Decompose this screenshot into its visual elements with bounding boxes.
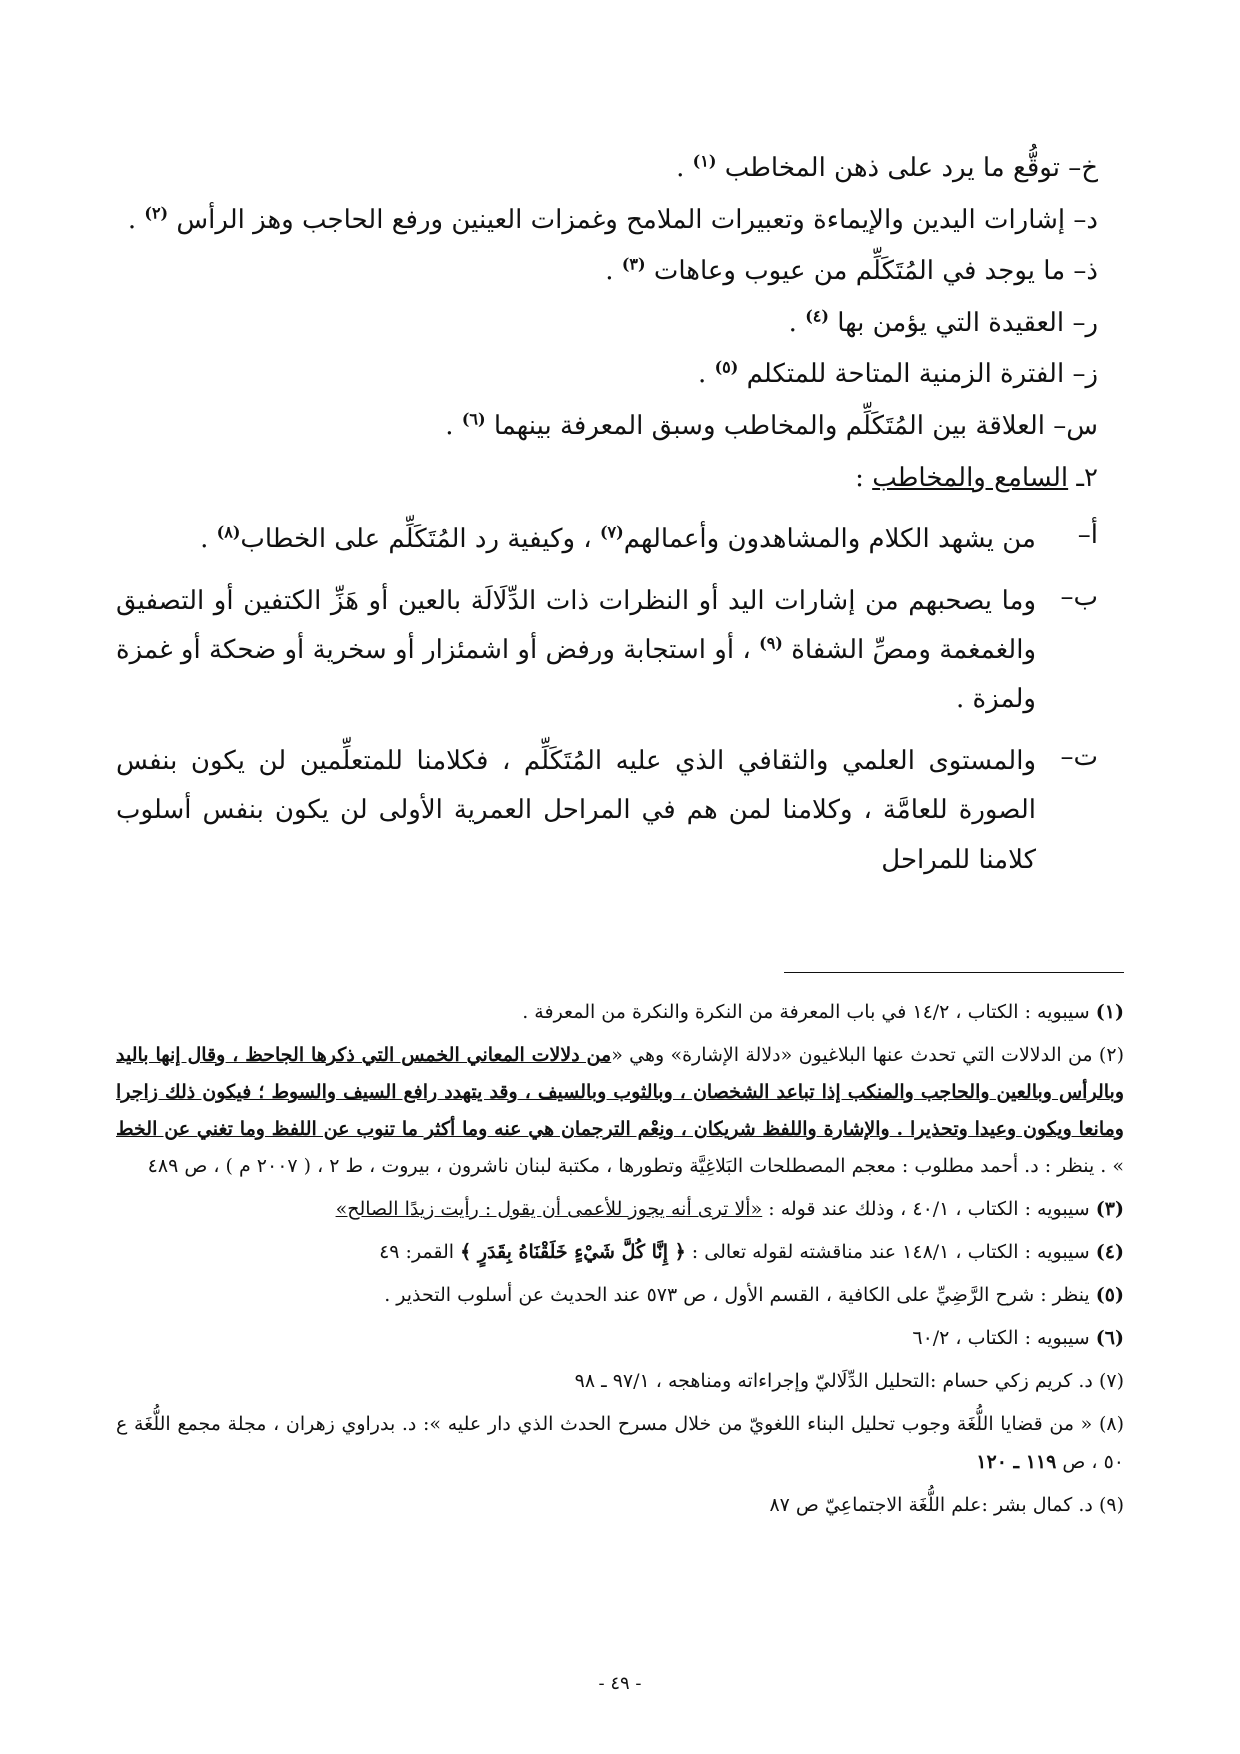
footnote-ref[interactable]: (٣) bbox=[621, 254, 646, 274]
list-item bbox=[116, 354, 1098, 396]
item-text: توقُّع ما يرد على ذهن المخاطب bbox=[724, 153, 1060, 183]
footnote bbox=[116, 1487, 1124, 1524]
footnote bbox=[116, 1277, 1124, 1314]
footnote bbox=[116, 1320, 1124, 1357]
footnote-text: سيبويه : الكتاب ، ١٤/٢ في باب المعرفة من النكرة والنكرة من المعرفة . bbox=[522, 1001, 1090, 1023]
footnote-number: (٢) bbox=[1098, 1044, 1124, 1067]
section-colon: : bbox=[855, 462, 864, 493]
footnote-number: (٦) bbox=[1095, 1327, 1124, 1350]
page-number: - ٤٩ - bbox=[598, 1673, 642, 1694]
footnote bbox=[116, 1363, 1124, 1400]
footnote-pages: ١١٩ ـ ١٢٠ bbox=[976, 1450, 1057, 1473]
footnote-quote: من دلالات المعاني الخمس التي ذكرها الجاحظ ، وقال إنها باليد وبالرأس وبالعين والحاجب والمنكب إذا تباعد الشخصان ، وبالثوب وبالسيف ، وقد يتهدد رافع السيف والسوط ؛ فيكون ذلك زاجرا ومانعا ويكون وعيدا وتحذيرا . والإشارة واللفظ شريكان ، ونِعْم الترجمان هي عنه وما أكثر ما تنوب عن اللفظ وما تغني عن الخط bbox=[116, 1044, 1124, 1141]
list-item bbox=[116, 406, 1098, 448]
main-text bbox=[116, 148, 1098, 897]
footnote bbox=[116, 994, 1124, 1031]
item-end: . bbox=[605, 256, 614, 287]
footnote-number: (٤) bbox=[1095, 1241, 1124, 1264]
item-text bbox=[116, 515, 1036, 564]
item-marker: ز– bbox=[1072, 359, 1098, 390]
item-marker: ر– bbox=[1072, 307, 1098, 338]
item-text: الفترة الزمنية المتاحة للمتكلم bbox=[746, 359, 1065, 390]
footnote-text: من الدلالات التي تحدث عنها البلاغيون «دلالة الإشارة» وهي « bbox=[611, 1044, 1093, 1067]
item-text: العقيدة التي يؤمن بها bbox=[837, 307, 1065, 338]
list-item bbox=[116, 200, 1098, 242]
footnote-ref[interactable]: (١) bbox=[692, 151, 717, 171]
footnote-text: القمر: ٤٩ bbox=[379, 1241, 455, 1264]
footnote-number: (٧) bbox=[1098, 1370, 1124, 1393]
footnote bbox=[116, 1406, 1124, 1480]
item-end: . bbox=[698, 359, 707, 390]
footnote-text: د. كريم زكي حسام :التحليل الدِّلَاليّ وإجراءاته ومناهجه ، ٩٧/١ ـ ٩٨ bbox=[574, 1370, 1093, 1393]
footnote bbox=[116, 1234, 1124, 1271]
footnote-quote: «ألا ترى أنه يجوز للأعمى أن يقول : رأيت زيدًا الصالح» bbox=[335, 1198, 763, 1221]
footnote-number: (٨) bbox=[1098, 1413, 1124, 1436]
footnote-text: ينظر : شرح الرَّضِيِّ على الكافية ، القسم الأول ، ص ٥٧٣ عند الحديث عن أسلوب التحذير . bbox=[384, 1284, 1090, 1307]
footnote-ref[interactable]: (٨) bbox=[216, 522, 241, 542]
list-item bbox=[116, 577, 1098, 725]
item-marker: د– bbox=[1073, 204, 1098, 235]
footnote-number: (١) bbox=[1095, 1001, 1124, 1023]
footnote-text: » . ينظر : د. أحمد مطلوب : معجم المصطلحات البَلاغِيَّة وتطورها ، مكتبة لبنان ناشرون ، بيروت ، ط ٢ ، ( ٢٠٠٧ م ) ، ص ٤٨٩ bbox=[147, 1155, 1124, 1178]
item-text: ما يوجد في المُتَكَلِّم من عيوب وعاهات bbox=[653, 256, 1066, 287]
item-text: العلاقة بين المُتَكَلِّم والمخاطب وسبق المعرفة بينهما bbox=[493, 410, 1045, 441]
item-text: والمستوى العلمي والثقافي الذي عليه المُتَكَلِّم ، فكلامنا للمتعلِّمين لن يكون بنفس الصورة للعامَّة ، وكلامنا لمن هم في المراحل العمرية الأولى لن يكون بنفس أسلوب كلامنا للمراحل bbox=[116, 745, 1036, 875]
item-text-part: وما يصحبهم من إشارات اليد أو النظرات ذات الدِّلَالَة بالعين أو هَزِّ الكتفين أو التصفيق والغمغمة ومصِّ الشفاة bbox=[116, 585, 1037, 665]
footnotes bbox=[116, 994, 1124, 1530]
footnote-text: سيبويه : الكتاب ، ٦٠/٢ bbox=[912, 1327, 1090, 1350]
footnote-ref[interactable]: (٢) bbox=[144, 202, 169, 222]
item-end: . bbox=[127, 204, 137, 235]
item-end: . bbox=[445, 410, 454, 441]
list-item bbox=[116, 148, 1098, 190]
footnote-text: سيبويه : الكتاب ، ١٤٨/١ عند مناقشته لقوله تعالى : bbox=[691, 1241, 1090, 1264]
footnote-number: (٥) bbox=[1095, 1284, 1124, 1307]
footnote-ref[interactable]: (٩) bbox=[759, 633, 783, 653]
footnote-separator bbox=[784, 972, 1124, 973]
list-item bbox=[116, 515, 1098, 564]
item-marker: خ– bbox=[1068, 153, 1098, 183]
item-marker: ب– bbox=[1060, 581, 1098, 612]
footnote-ref[interactable]: (٧) bbox=[599, 522, 624, 542]
list-item bbox=[116, 303, 1098, 345]
quran-verse: ﴿ إِنَّا كُلَّ شَيْءٍ خَلَقْنَاهُ بِقَدَرٍ ﴾ bbox=[460, 1241, 686, 1264]
footnote bbox=[116, 1037, 1124, 1185]
section-number: ٢ـ bbox=[1076, 462, 1098, 493]
item-end: . bbox=[676, 153, 685, 183]
section-title: السامع والمخاطب bbox=[872, 462, 1069, 493]
item-marker: س– bbox=[1053, 410, 1098, 441]
item-text-part: ، أو استجابة ورفض أو اشمئزار أو سخرية أو ضحكة أو غمزة ولمزة . bbox=[116, 634, 1036, 715]
footnote bbox=[116, 1191, 1124, 1228]
footnote-text: سيبويه : الكتاب ، ٤٠/١ ، وذلك عند قوله : bbox=[768, 1198, 1090, 1221]
item-text-part: ، وكيفية رد المُتَكَلِّم على الخطاب bbox=[240, 524, 592, 555]
item-end: . bbox=[788, 307, 797, 338]
item-marker: ذ– bbox=[1073, 256, 1098, 287]
section-heading bbox=[116, 458, 1098, 500]
footnote-number: (٣) bbox=[1095, 1198, 1124, 1221]
list-item bbox=[116, 251, 1098, 293]
footnote-number: (٩) bbox=[1098, 1493, 1124, 1516]
item-text: إشارات اليدين والإيماءة وتعبيرات الملامح وغمزات العينين ورفع الحاجب وهز الرأس bbox=[176, 204, 1066, 235]
item-marker: ت– bbox=[1060, 741, 1098, 772]
footnote-ref[interactable]: (٤) bbox=[805, 306, 829, 326]
item-text bbox=[116, 577, 1036, 725]
item-text-part: من يشهد الكلام والمشاهدون وأعمالهم bbox=[623, 524, 1036, 555]
item-end: . bbox=[200, 524, 209, 555]
footnote-ref[interactable]: (٥) bbox=[714, 357, 739, 377]
footnote-text: د. كمال بشر :علم اللُّغَة الاجتماعِيّ ص ٨٧ bbox=[769, 1493, 1093, 1516]
footnote-ref[interactable]: (٦) bbox=[461, 409, 486, 429]
list-item bbox=[116, 737, 1098, 885]
item-marker: أ– bbox=[1077, 520, 1098, 551]
footnote-text: « من قضايا اللُّغَة وجوب تحليل البناء اللغويّ من خلال مسرح الحدث الذي دار عليه »: د. بدراوي زهران ، مجلة مجمع اللُّغَة ع ٥٠ ، ص bbox=[116, 1413, 1124, 1473]
